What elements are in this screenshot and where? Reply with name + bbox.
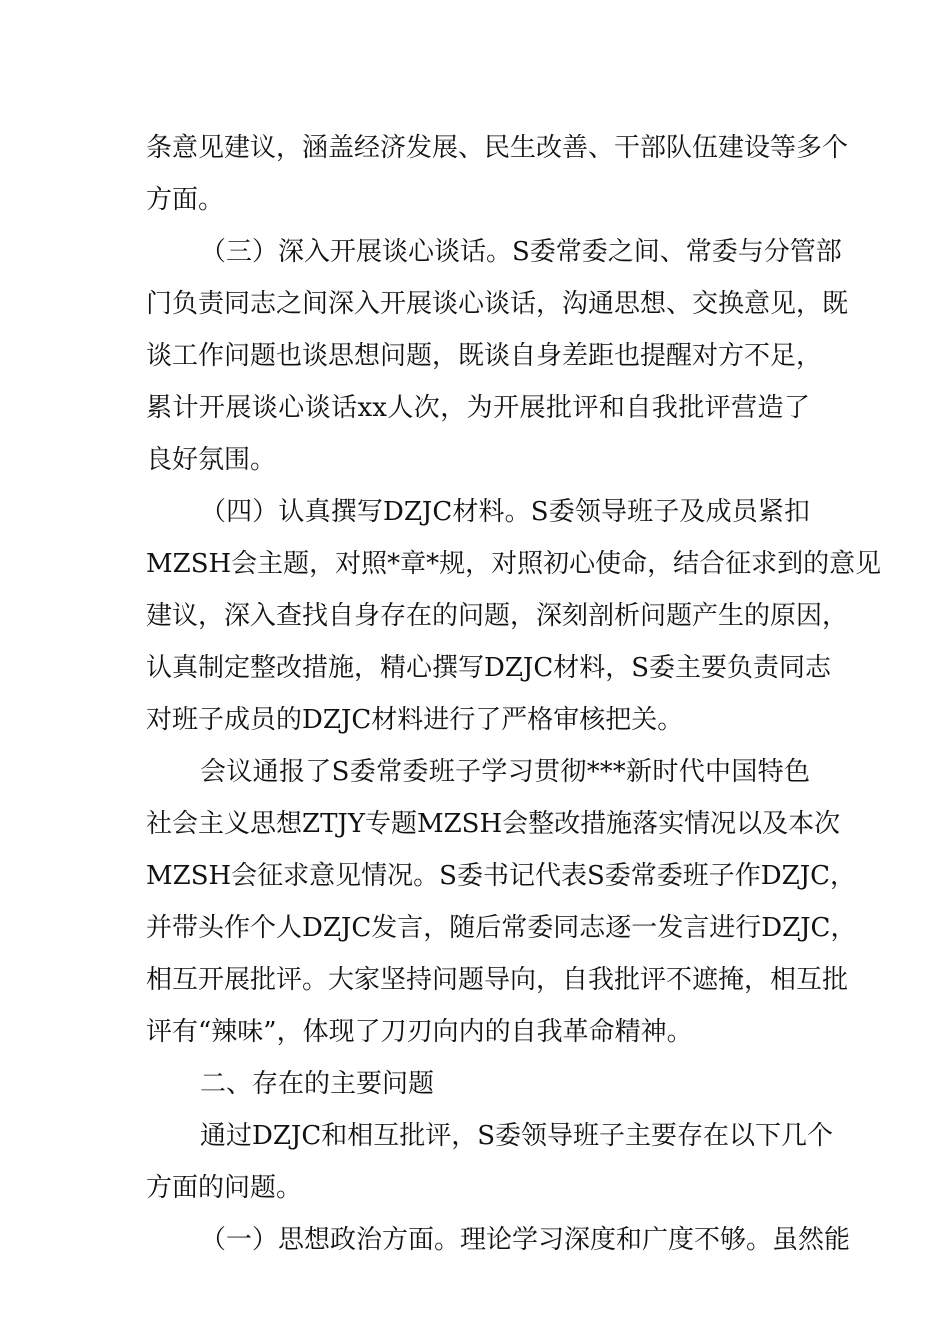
- chapter-heading-line: 二、存在的主要问题: [200, 1069, 435, 1099]
- body-text-line: MZSH会征求意见情况。S委书记代表S委常委班子作DZJC，: [146, 861, 857, 891]
- body-text-line: 条意见建议，涵盖经济发展、民生改善、干部队伍建设等多个: [146, 133, 849, 163]
- body-text-line: 对班子成员的DZJC材料进行了严格审核把关。: [146, 705, 684, 735]
- paragraph-start-line: 会议通报了S委常委班子学习贯彻***新时代中国特色: [200, 757, 810, 787]
- body-text-line: 并带头作个人DZJC发言，随后常委同志逐一发言进行DZJC，: [146, 913, 857, 943]
- body-text-line: 良好氛围。: [146, 445, 277, 475]
- body-text-line: 认真制定整改措施，精心撰写DZJC材料，S委主要负责同志: [146, 653, 832, 683]
- section-heading-line: （三）深入开展谈心谈话。S委常委之间、常委与分管部: [200, 237, 842, 267]
- body-text-line: 方面的问题。: [146, 1173, 303, 1203]
- body-text-line: 累计开展谈心谈话xx人次，为开展批评和自我批评营造了: [146, 393, 810, 423]
- paragraph-start-line: 通过DZJC和相互批评，S委领导班子主要存在以下几个: [200, 1121, 834, 1151]
- body-text-line: MZSH会主题，对照*章*规，对照初心使命，结合征求到的意见: [146, 549, 882, 579]
- body-text-line: 门负责同志之间深入开展谈心谈话，沟通思想、交换意见，既: [146, 289, 849, 319]
- body-text-line: 建议，深入查找自身存在的问题，深刻剖析问题产生的原因，: [146, 601, 849, 631]
- body-text-line: 社会主义思想ZTJY专题MZSH会整改措施落实情况以及本次: [146, 809, 841, 839]
- body-text-line: 评有“辣味”，体现了刀刃向内的自我革命精神。: [146, 1017, 693, 1047]
- body-text-line: 相互开展批评。大家坚持问题导向，自我批评不遮掩，相互批: [146, 965, 849, 995]
- body-text-line: 谈工作问题也谈思想问题，既谈自身差距也提醒对方不足，: [146, 341, 823, 371]
- section-heading-line: （四）认真撰写DZJC材料。S委领导班子及成员紧扣: [200, 497, 810, 527]
- body-text-line: 方面。: [146, 185, 225, 215]
- section-heading-line: （一）思想政治方面。理论学习深度和广度不够。虽然能: [200, 1225, 851, 1255]
